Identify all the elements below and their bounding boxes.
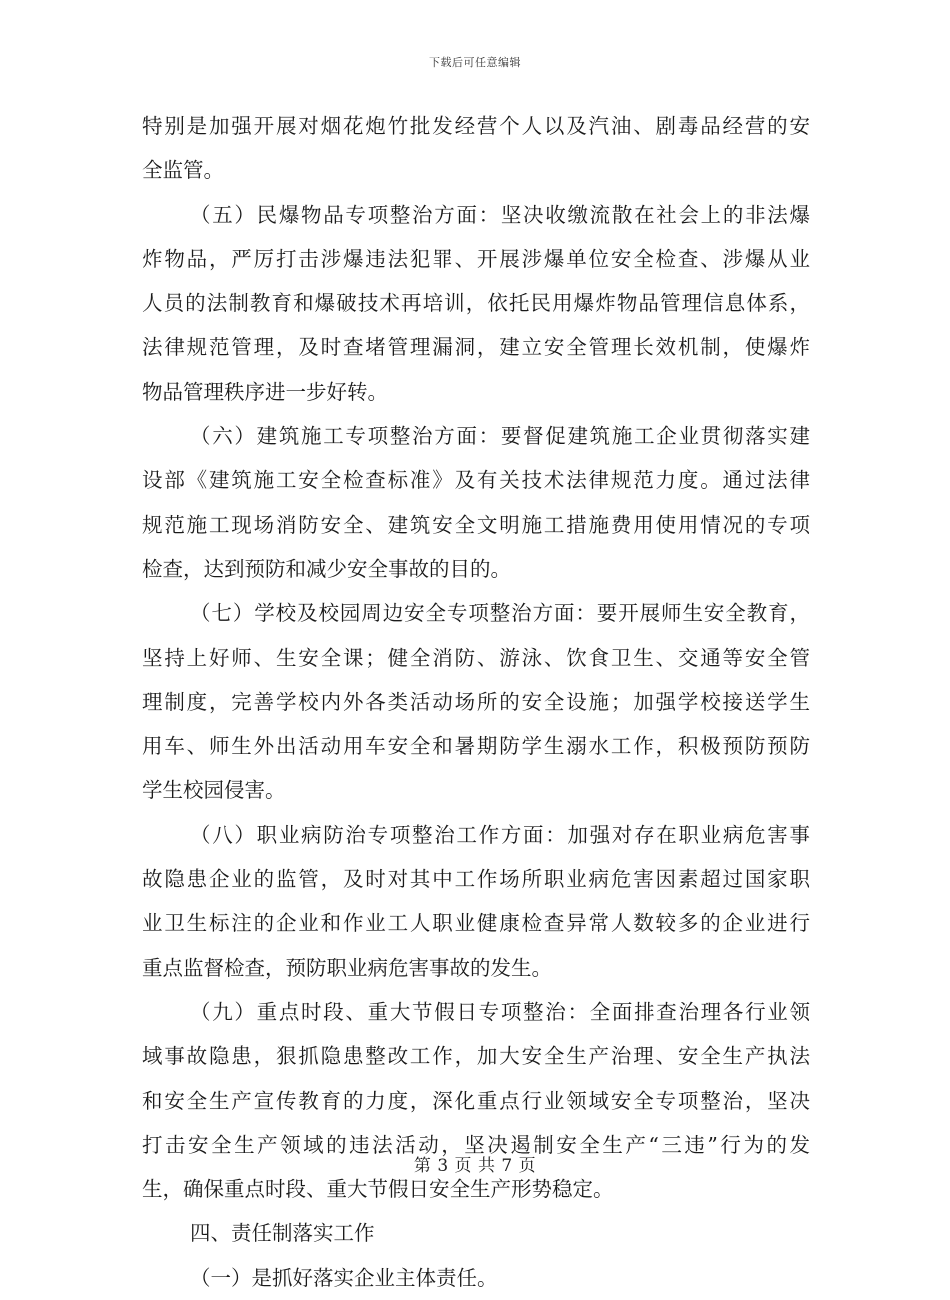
text-line: 学生校园侵害。 <box>142 778 286 803</box>
page-number: 第 3 页 共 7 页 <box>413 1156 537 1176</box>
text-line: （六）建筑施工专项整治方面：要督促建筑施工企业贯彻落实建 <box>190 424 810 449</box>
text-line: 生，确保重点时段、重大节假日安全生产形势稳定。 <box>142 1177 614 1202</box>
text-line: 和安全生产宣传教育的力度，深化重点行业领域安全专项整治，坚决 <box>142 1088 810 1113</box>
text-line: 域事故隐患，狠抓隐患整改工作，加大安全生产治理、安全生产执法 <box>142 1044 810 1069</box>
text-line: 用车、师生外出活动用车安全和暑期防学生溺水工作，积极预防预防 <box>142 734 810 759</box>
text-line: 坚持上好师、生安全课；健全消防、游泳、饮食卫生、交通等安全管 <box>142 645 810 670</box>
text-line: 理制度，完善学校内外各类活动场所的安全设施；加强学校接送学生 <box>142 689 810 714</box>
text-line: 设部《建筑施工安全检查标准》及有关技术法律规范力度。通过法律 <box>142 468 810 493</box>
section-heading: 四、责任制落实工作 <box>190 1221 375 1246</box>
text-line: 人员的法制教育和爆破技术再培训，依托民用爆炸物品管理信息体系， <box>142 291 810 316</box>
text-line: （一）是抓好落实企业主体责任。 <box>190 1265 498 1290</box>
text-line: （八）职业病防治专项整治工作方面：加强对存在职业病危害事 <box>190 822 810 847</box>
text-line: （九）重点时段、重大节假日专项整治：全面排查治理各行业领 <box>190 999 810 1024</box>
document-body <box>142 104 810 1300</box>
text-line: 故隐患企业的监管，及时对其中工作场所职业病危害因素超过国家职 <box>142 867 810 892</box>
page-header: 下载后可任意编辑 <box>429 56 521 69</box>
text-line: 检查，达到预防和减少安全事故的目的。 <box>142 556 511 581</box>
text-line: 打击安全生产领域的违法活动，坚决遏制安全生产“三违”行为的发 <box>142 1132 810 1157</box>
text-line: （五）民爆物品专项整治方面：坚决收缴流散在社会上的非法爆 <box>190 202 810 227</box>
text-line: 重点监督检查，预防职业病危害事故的发生。 <box>142 955 552 980</box>
text-line: 全监管。 <box>142 158 224 183</box>
text-line: 特别是加强开展对烟花炮竹批发经营个人以及汽油、剧毒品经营的安 <box>142 114 810 138</box>
text-line: 规范施工现场消防安全、建筑安全文明施工措施费用使用情况的专项 <box>142 512 810 537</box>
text-line: 法律规范管理，及时查堵管理漏洞，建立安全管理长效机制，使爆炸 <box>142 335 810 360</box>
text-line: 物品管理秩序进一步好转。 <box>142 379 388 404</box>
text-line: 炸物品，严厉打击涉爆违法犯罪、开展涉爆单位安全检查、涉爆从业 <box>142 246 810 271</box>
text-line: （七）学校及校园周边安全专项整治方面：要开展师生安全教育， <box>190 601 810 626</box>
text-line: 业卫生标注的企业和作业工人职业健康检查异常人数较多的企业进行 <box>142 911 810 936</box>
